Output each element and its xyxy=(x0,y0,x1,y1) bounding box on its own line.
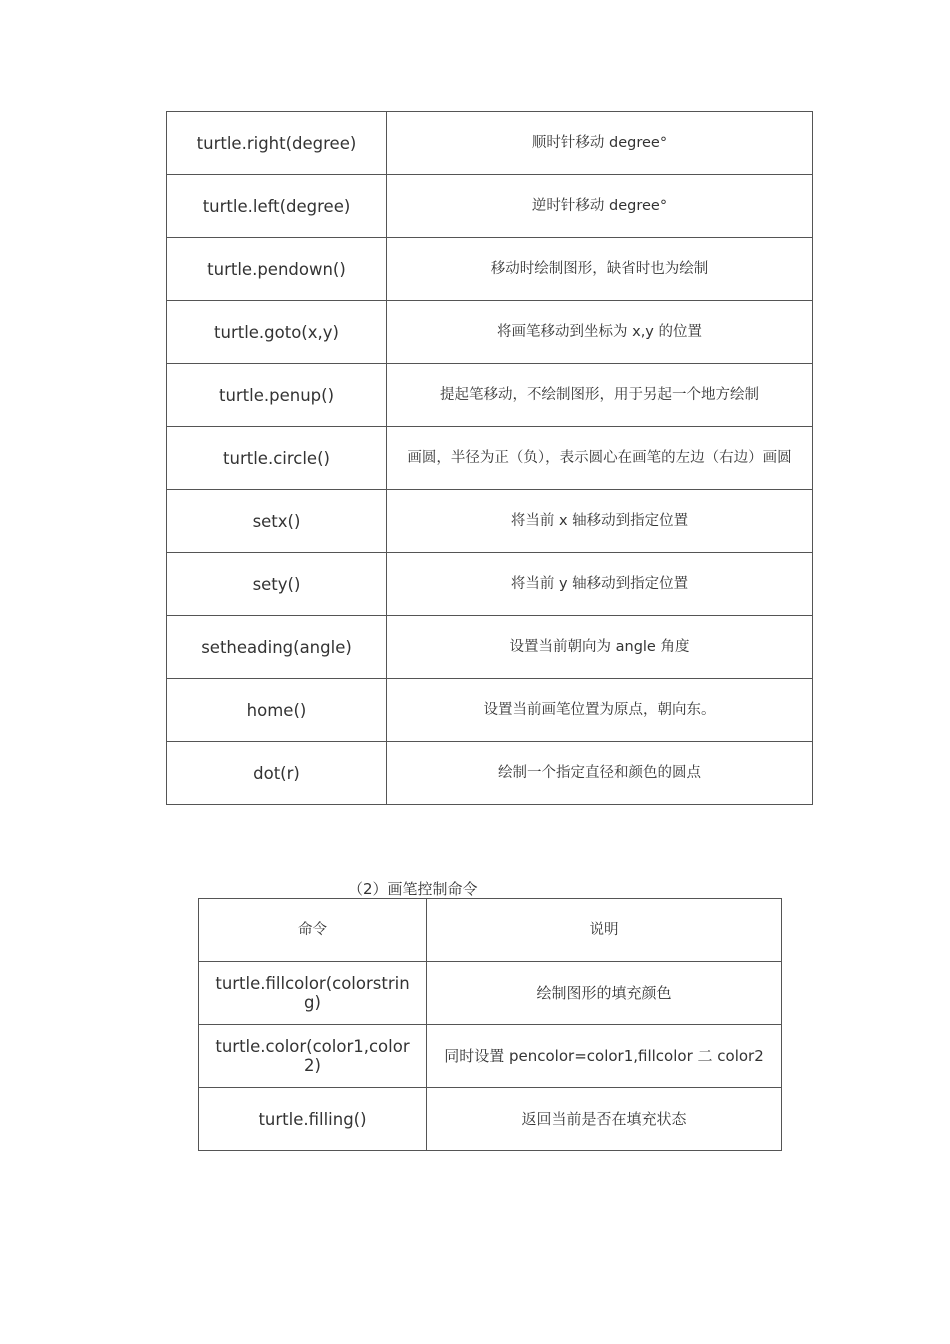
table-row xyxy=(167,490,813,553)
command-cell: turtle.color(color1,color2) xyxy=(199,1025,427,1088)
command-cell: turtle.left(degree) xyxy=(167,175,387,238)
command-table-motion xyxy=(166,111,813,805)
table-row xyxy=(167,553,813,616)
column-header-command: 命令 xyxy=(199,899,427,962)
table-row xyxy=(167,112,813,175)
column-header-description: 说明 xyxy=(427,899,782,962)
command-table-pen-control xyxy=(198,898,782,1151)
description-cell: 画圆，半径为正（负），表示圆心在画笔的左边（右边）画圆 xyxy=(387,427,813,490)
command-cell: turtle.fillcolor(colorstring) xyxy=(199,962,427,1025)
command-cell: turtle.pendown() xyxy=(167,238,387,301)
description-cell: 设置当前朝向为 angle 角度 xyxy=(387,616,813,679)
command-cell: turtle.goto(x,y) xyxy=(167,301,387,364)
table-row xyxy=(167,616,813,679)
table-row xyxy=(167,301,813,364)
table-row xyxy=(199,1088,782,1151)
table-header-row xyxy=(199,899,782,962)
description-cell: 同时设置 pencolor=color1,fillcolor 二 color2 xyxy=(427,1025,782,1088)
command-cell: turtle.circle() xyxy=(167,427,387,490)
description-cell: 移动时绘制图形，缺省时也为绘制 xyxy=(387,238,813,301)
description-cell: 返回当前是否在填充状态 xyxy=(427,1088,782,1151)
table-row xyxy=(167,679,813,742)
description-cell: 绘制图形的填充颜色 xyxy=(427,962,782,1025)
table-row xyxy=(167,175,813,238)
description-cell: 逆时针移动 degree° xyxy=(387,175,813,238)
description-cell: 绘制一个指定直径和颜色的圆点 xyxy=(387,742,813,805)
table-row xyxy=(167,427,813,490)
description-cell: 将画笔移动到坐标为 x,y 的位置 xyxy=(387,301,813,364)
command-cell: turtle.filling() xyxy=(199,1088,427,1151)
command-cell: dot(r) xyxy=(167,742,387,805)
description-cell: 将当前 y 轴移动到指定位置 xyxy=(387,553,813,616)
description-cell: 将当前 x 轴移动到指定位置 xyxy=(387,490,813,553)
table-row xyxy=(167,742,813,805)
table-row xyxy=(199,1025,782,1088)
description-cell: 提起笔移动，不绘制图形，用于另起一个地方绘制 xyxy=(387,364,813,427)
description-cell: 顺时针移动 degree° xyxy=(387,112,813,175)
command-cell: setheading(angle) xyxy=(167,616,387,679)
section-heading: （2）画笔控制命令 xyxy=(348,880,478,898)
command-cell: turtle.penup() xyxy=(167,364,387,427)
table-row xyxy=(167,238,813,301)
command-cell: sety() xyxy=(167,553,387,616)
command-cell: home() xyxy=(167,679,387,742)
command-cell: turtle.right(degree) xyxy=(167,112,387,175)
table-row xyxy=(199,962,782,1025)
description-cell: 设置当前画笔位置为原点，朝向东。 xyxy=(387,679,813,742)
table-row xyxy=(167,364,813,427)
command-cell: setx() xyxy=(167,490,387,553)
